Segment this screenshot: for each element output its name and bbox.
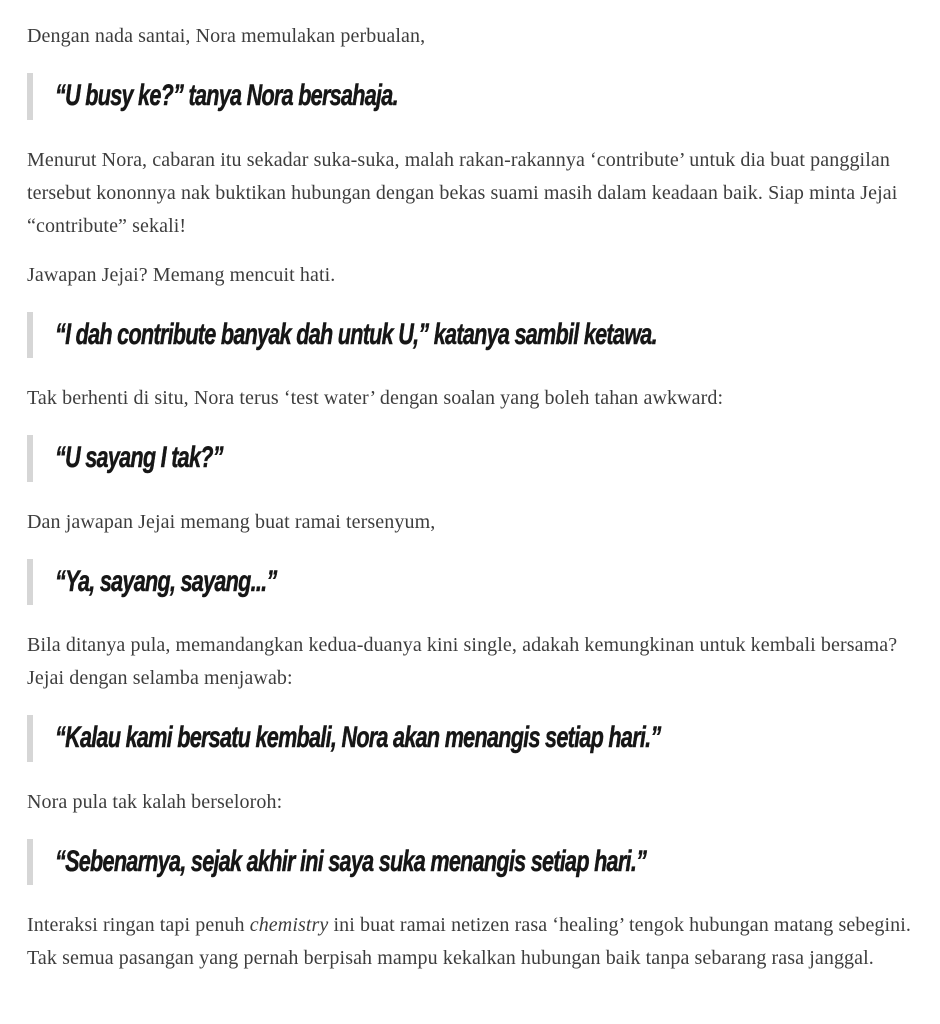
pull-quote bbox=[27, 715, 915, 762]
pull-quote-text: “Sebenarnya, sejak akhir ini saya suka menangis setiap hari.” bbox=[55, 844, 647, 878]
italic-word: chemistry bbox=[249, 914, 329, 936]
paragraph bbox=[27, 909, 915, 975]
paragraph: Nora pula tak kalah berseloroh: bbox=[27, 790, 283, 813]
pull-quote bbox=[27, 73, 915, 120]
pull-quote bbox=[27, 312, 915, 359]
pull-quote-text: “I dah contribute banyak dah untuk U,” katanya sambil ketawa. bbox=[55, 317, 657, 351]
pull-quote-text: “U busy ke?” tanya Nora bersahaja. bbox=[55, 79, 398, 112]
pull-quote bbox=[27, 559, 915, 606]
paragraph: Jawapan Jejai? Memang mencuit hati. bbox=[27, 263, 336, 286]
paragraph: Menurut Nora, cabaran itu sekadar suka-suka, malah rakan-rakannya ‘contribute’ untuk dia buat panggilan tersebut kononnya nak buktikan hubungan dengan bekas suami masih dalam keadaan baik. Siap minta Jejai “contribute” sekali! bbox=[27, 148, 898, 237]
paragraph: Bila ditanya pula, memandangkan kedua-duanya kini single, adakah kemungkinan untuk kembali bersama? Jejai dengan selamba menjawab: bbox=[27, 634, 898, 689]
pull-quote-text: “U sayang I tak?” bbox=[55, 441, 223, 474]
paragraph-segment: Interaksi ringan tapi penuh bbox=[27, 914, 250, 936]
paragraph: Tak berhenti di situ, Nora terus ‘test water’ dengan soalan yang boleh tahan awkward: bbox=[27, 387, 724, 409]
paragraph-segment: ini buat ramai netizen rasa ‘healing’ tengok hubungan matang sebegini. Tak semua pasangan yang pernah berpisah mampu kekalkan hubungan baik tanpa sebarang rasa janggal. bbox=[27, 914, 912, 969]
pull-quote bbox=[27, 435, 915, 482]
pull-quote-text: “Ya, sayang, sayang...” bbox=[55, 564, 277, 598]
pull-quote-text: “Kalau kami bersatu kembali, Nora akan menangis setiap hari.” bbox=[55, 721, 661, 754]
paragraph: Dengan nada santai, Nora memulakan perbualan, bbox=[27, 25, 426, 47]
paragraph: Dan jawapan Jejai memang buat ramai tersenyum, bbox=[27, 510, 436, 533]
pull-quote bbox=[27, 839, 915, 886]
